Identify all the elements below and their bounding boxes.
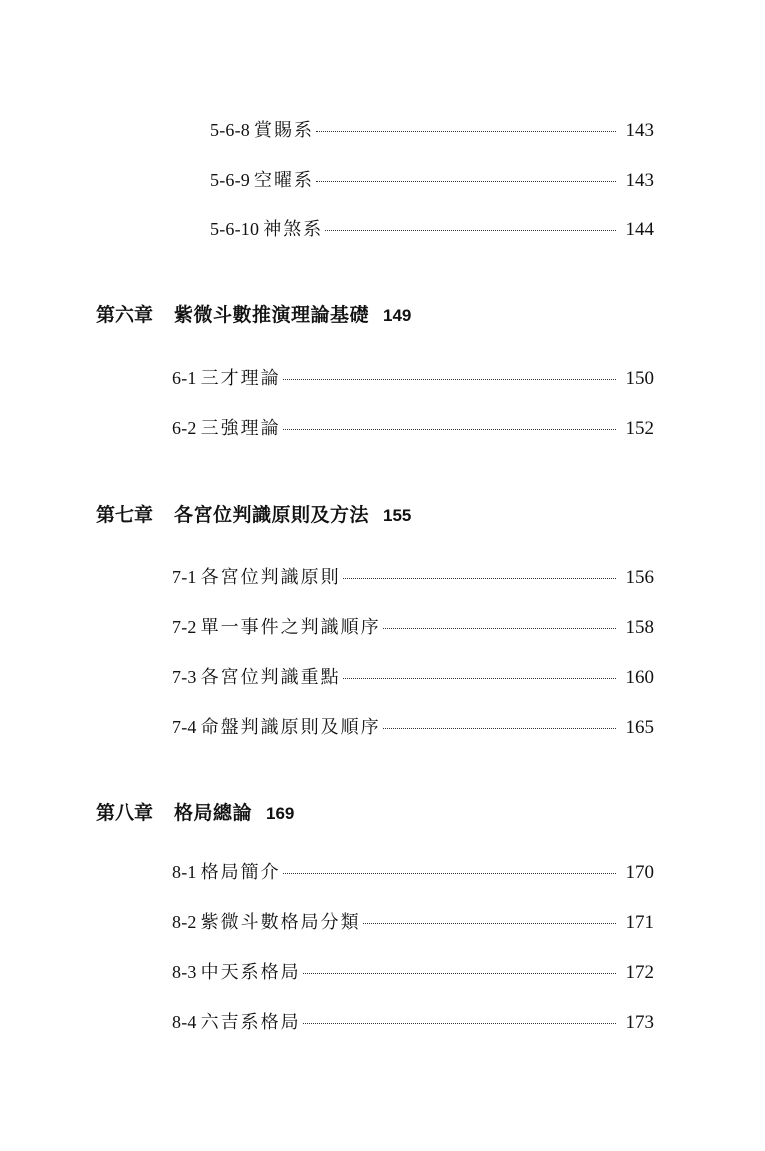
entry-number: 8-1	[172, 862, 197, 882]
chapter-label: 第八章	[96, 802, 154, 824]
chapter-title: 紫微斗數推演理論基礎	[174, 304, 370, 326]
entry-page-number: 173	[625, 1012, 654, 1033]
toc-entry-6-1[interactable]	[172, 366, 654, 391]
chapter-7-heading[interactable]	[96, 503, 411, 528]
toc-entry-5-6-9[interactable]	[210, 168, 654, 193]
entry-page-number: 150	[625, 368, 654, 389]
toc-entry-7-1[interactable]	[172, 565, 654, 590]
dot-leader	[316, 181, 616, 182]
entry-number: 8-2	[172, 912, 197, 932]
toc-entry-5-6-10[interactable]	[210, 217, 654, 242]
entry-title: 各宮位判識重點	[200, 667, 341, 688]
entry-number: 7-1	[172, 567, 197, 587]
entry-number: 7-2	[172, 617, 197, 637]
toc-entry-6-2[interactable]	[172, 416, 654, 441]
entry-page-number: 156	[625, 567, 654, 588]
entry-page-number: 143	[625, 120, 654, 141]
entry-number: 7-4	[172, 717, 197, 737]
chapter-6-heading[interactable]	[96, 303, 411, 328]
entry-number: 7-3	[172, 667, 197, 687]
chapter-label: 第六章	[96, 304, 154, 326]
dot-leader	[343, 678, 616, 679]
toc-entry-8-4[interactable]	[172, 1010, 654, 1035]
entry-page-number: 160	[625, 667, 654, 688]
chapter-8-heading[interactable]	[96, 801, 294, 826]
chapter-page-number: 155	[383, 506, 412, 525]
entry-number: 8-4	[172, 1012, 197, 1032]
entry-number: 8-3	[172, 962, 197, 982]
entry-number: 5-6-10	[210, 219, 260, 239]
dot-leader	[283, 873, 616, 874]
toc-entry-8-2[interactable]	[172, 910, 654, 935]
entry-page-number: 144	[625, 219, 654, 240]
entry-page-number: 143	[625, 170, 654, 191]
entry-title: 命盤判識原則及順序	[200, 717, 381, 738]
entry-title: 神煞系	[263, 219, 324, 240]
chapter-page-number: 169	[266, 804, 295, 823]
entry-title: 各宮位判識原則	[200, 567, 341, 588]
entry-title: 賞賜系	[254, 120, 314, 141]
entry-number: 6-1	[172, 368, 197, 388]
entry-title: 格局簡介	[200, 862, 281, 883]
dot-leader	[325, 230, 616, 231]
entry-title: 單一事件之判識順序	[200, 617, 381, 638]
chapter-title: 各宮位判識原則及方法	[174, 504, 370, 526]
entry-title: 中天系格局	[200, 962, 301, 983]
chapter-label: 第七章	[96, 504, 154, 526]
chapter-title: 格局總論	[174, 802, 253, 824]
dot-leader	[283, 429, 616, 430]
dot-leader	[303, 973, 616, 974]
entry-title: 六吉系格局	[200, 1012, 301, 1033]
dot-leader	[383, 728, 616, 729]
entry-number: 5-6-9	[210, 170, 250, 190]
dot-leader	[303, 1023, 616, 1024]
dot-leader	[343, 578, 616, 579]
entry-title: 三強理論	[200, 418, 281, 439]
toc-entry-8-1[interactable]	[172, 860, 654, 885]
toc-entry-7-3[interactable]	[172, 665, 654, 690]
dot-leader	[363, 923, 616, 924]
toc-entry-8-3[interactable]	[172, 960, 654, 985]
chapter-page-number: 149	[383, 306, 412, 325]
entry-title: 空曜系	[254, 170, 314, 191]
entry-page-number: 170	[625, 862, 654, 883]
toc-entry-5-6-8[interactable]	[210, 118, 654, 143]
entry-title: 紫微斗數格局分類	[200, 912, 361, 933]
entry-page-number: 171	[625, 912, 654, 933]
entry-page-number: 152	[625, 418, 654, 439]
toc-entry-7-4[interactable]	[172, 715, 654, 740]
entry-number: 6-2	[172, 418, 197, 438]
dot-leader	[316, 131, 616, 132]
entry-number: 5-6-8	[210, 120, 250, 140]
dot-leader	[383, 628, 616, 629]
entry-page-number: 158	[625, 617, 654, 638]
entry-page-number: 165	[625, 717, 654, 738]
dot-leader	[283, 379, 616, 380]
entry-title: 三才理論	[200, 368, 281, 389]
entry-page-number: 172	[625, 962, 654, 983]
toc-entry-7-2[interactable]	[172, 615, 654, 640]
